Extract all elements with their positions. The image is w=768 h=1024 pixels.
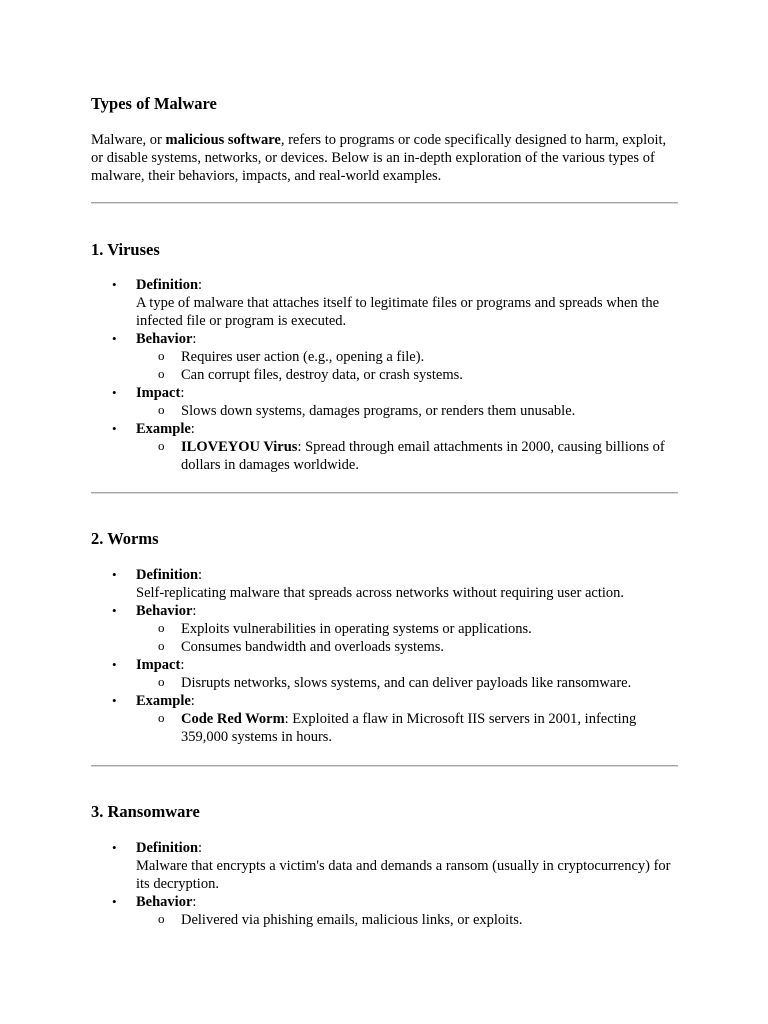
example-name: Code Red Worm — [181, 711, 285, 727]
definition-text: Self-replicating malware that spreads across networks without requiring user action. — [136, 585, 625, 601]
impact-label: Impact — [136, 385, 181, 401]
behavior-item: o Exploits vulnerabilities in operating systems or applications. — [136, 620, 679, 638]
divider-2 — [91, 492, 678, 494]
impact-sublist — [136, 402, 679, 420]
definition-text: Malware that encrypts a victim's data and demands a ransom (usually in cryptocurrency) for its decryption. — [136, 858, 671, 892]
definition-text: A type of malware that attaches itself to legitimate files or programs and spreads when the infected file or program is executed. — [136, 295, 660, 329]
impact-sublist — [136, 674, 679, 692]
behavior-sublist — [136, 620, 679, 656]
section-list-worms — [91, 566, 679, 746]
section-list-ransomware — [91, 839, 679, 929]
divider-3 — [91, 765, 678, 767]
list-item-definition: • Definition: A type of malware that attaches itself to legitimate files or programs and spreads when the infected file or program is executed. — [91, 276, 679, 330]
intro-text-rest: , refers to programs or code specifically designed to harm, exploit, or disable systems, networks, or devices. Below is an in-depth exploration of the various types of malware, their behaviors, impacts, and real-world examples. — [91, 132, 667, 184]
list-item-impact: • Impact: o Slows down systems, damages programs, or renders them unusable. — [91, 384, 679, 420]
list-item-definition: • Definition: Malware that encrypts a victim's data and demands a ransom (usually in cryptocurrency) for its decryption. — [91, 839, 679, 893]
intro-text-start: Malware, or — [91, 132, 166, 148]
example-item — [136, 710, 679, 746]
list-item-definition: • Definition: Self-replicating malware that spreads across networks without requiring user action. — [91, 566, 679, 602]
behavior-label: Behavior — [136, 894, 193, 910]
intro-paragraph — [91, 131, 679, 185]
definition-label: Definition — [136, 567, 199, 583]
example-sublist — [136, 438, 679, 474]
definition-label: Definition — [136, 277, 199, 293]
list-item-example: • Example: o ILOVEYOU Virus: Spread through email attachments in 2000, causing billions of dollars in damages worldwide. — [91, 420, 679, 474]
behavior-item: o Delivered via phishing emails, malicious links, or exploits. — [136, 911, 679, 929]
impact-label: Impact — [136, 657, 181, 673]
behavior-item: o Requires user action (e.g., opening a file). — [136, 348, 679, 366]
document-title: Types of Malware — [91, 94, 217, 113]
example-label: Example — [136, 421, 191, 437]
example-name: ILOVEYOU Virus — [181, 439, 298, 455]
impact-item: o Disrupts networks, slows systems, and can deliver payloads like ransomware. — [136, 674, 679, 692]
behavior-label: Behavior — [136, 331, 193, 347]
section-title-viruses: 1. Viruses — [91, 240, 160, 259]
list-item-behavior: • Behavior: o Delivered via phishing emails, malicious links, or exploits. — [91, 893, 679, 929]
behavior-item: o Consumes bandwidth and overloads systems. — [136, 638, 679, 656]
behavior-sublist — [136, 348, 679, 384]
list-item-behavior: • Behavior: o Requires user action (e.g., opening a file). o Can corrupt files, destroy data, or crash systems. — [91, 330, 679, 384]
example-item — [136, 438, 679, 474]
divider-1 — [91, 202, 678, 204]
section-title-ransomware: 3. Ransomware — [91, 802, 200, 821]
behavior-label: Behavior — [136, 603, 193, 619]
list-item-example: • Example: o Code Red Worm: Exploited a flaw in Microsoft IIS servers in 2001, infecting 359,000 systems in hours. — [91, 692, 679, 746]
behavior-sublist — [136, 911, 679, 929]
example-label: Example — [136, 693, 191, 709]
example-text: : Spread through email attachments in 2000, causing billions of dollars in damages worldwide. — [181, 439, 665, 473]
section-title-worms: 2. Worms — [91, 529, 159, 548]
definition-label: Definition — [136, 840, 199, 856]
example-text: : Exploited a flaw in Microsoft IIS servers in 2001, infecting 359,000 systems in hours. — [181, 711, 637, 745]
behavior-item: o Can corrupt files, destroy data, or crash systems. — [136, 366, 679, 384]
intro-bold-term: malicious software — [165, 132, 281, 148]
section-list-viruses — [91, 276, 679, 474]
list-item-impact: • Impact: o Disrupts networks, slows systems, and can deliver payloads like ransomware. — [91, 656, 679, 692]
example-sublist — [136, 710, 679, 746]
impact-item: o Slows down systems, damages programs, or renders them unusable. — [136, 402, 679, 420]
list-item-behavior: • Behavior: o Exploits vulnerabilities in operating systems or applications. o Consumes bandwidth and overloads systems. — [91, 602, 679, 656]
